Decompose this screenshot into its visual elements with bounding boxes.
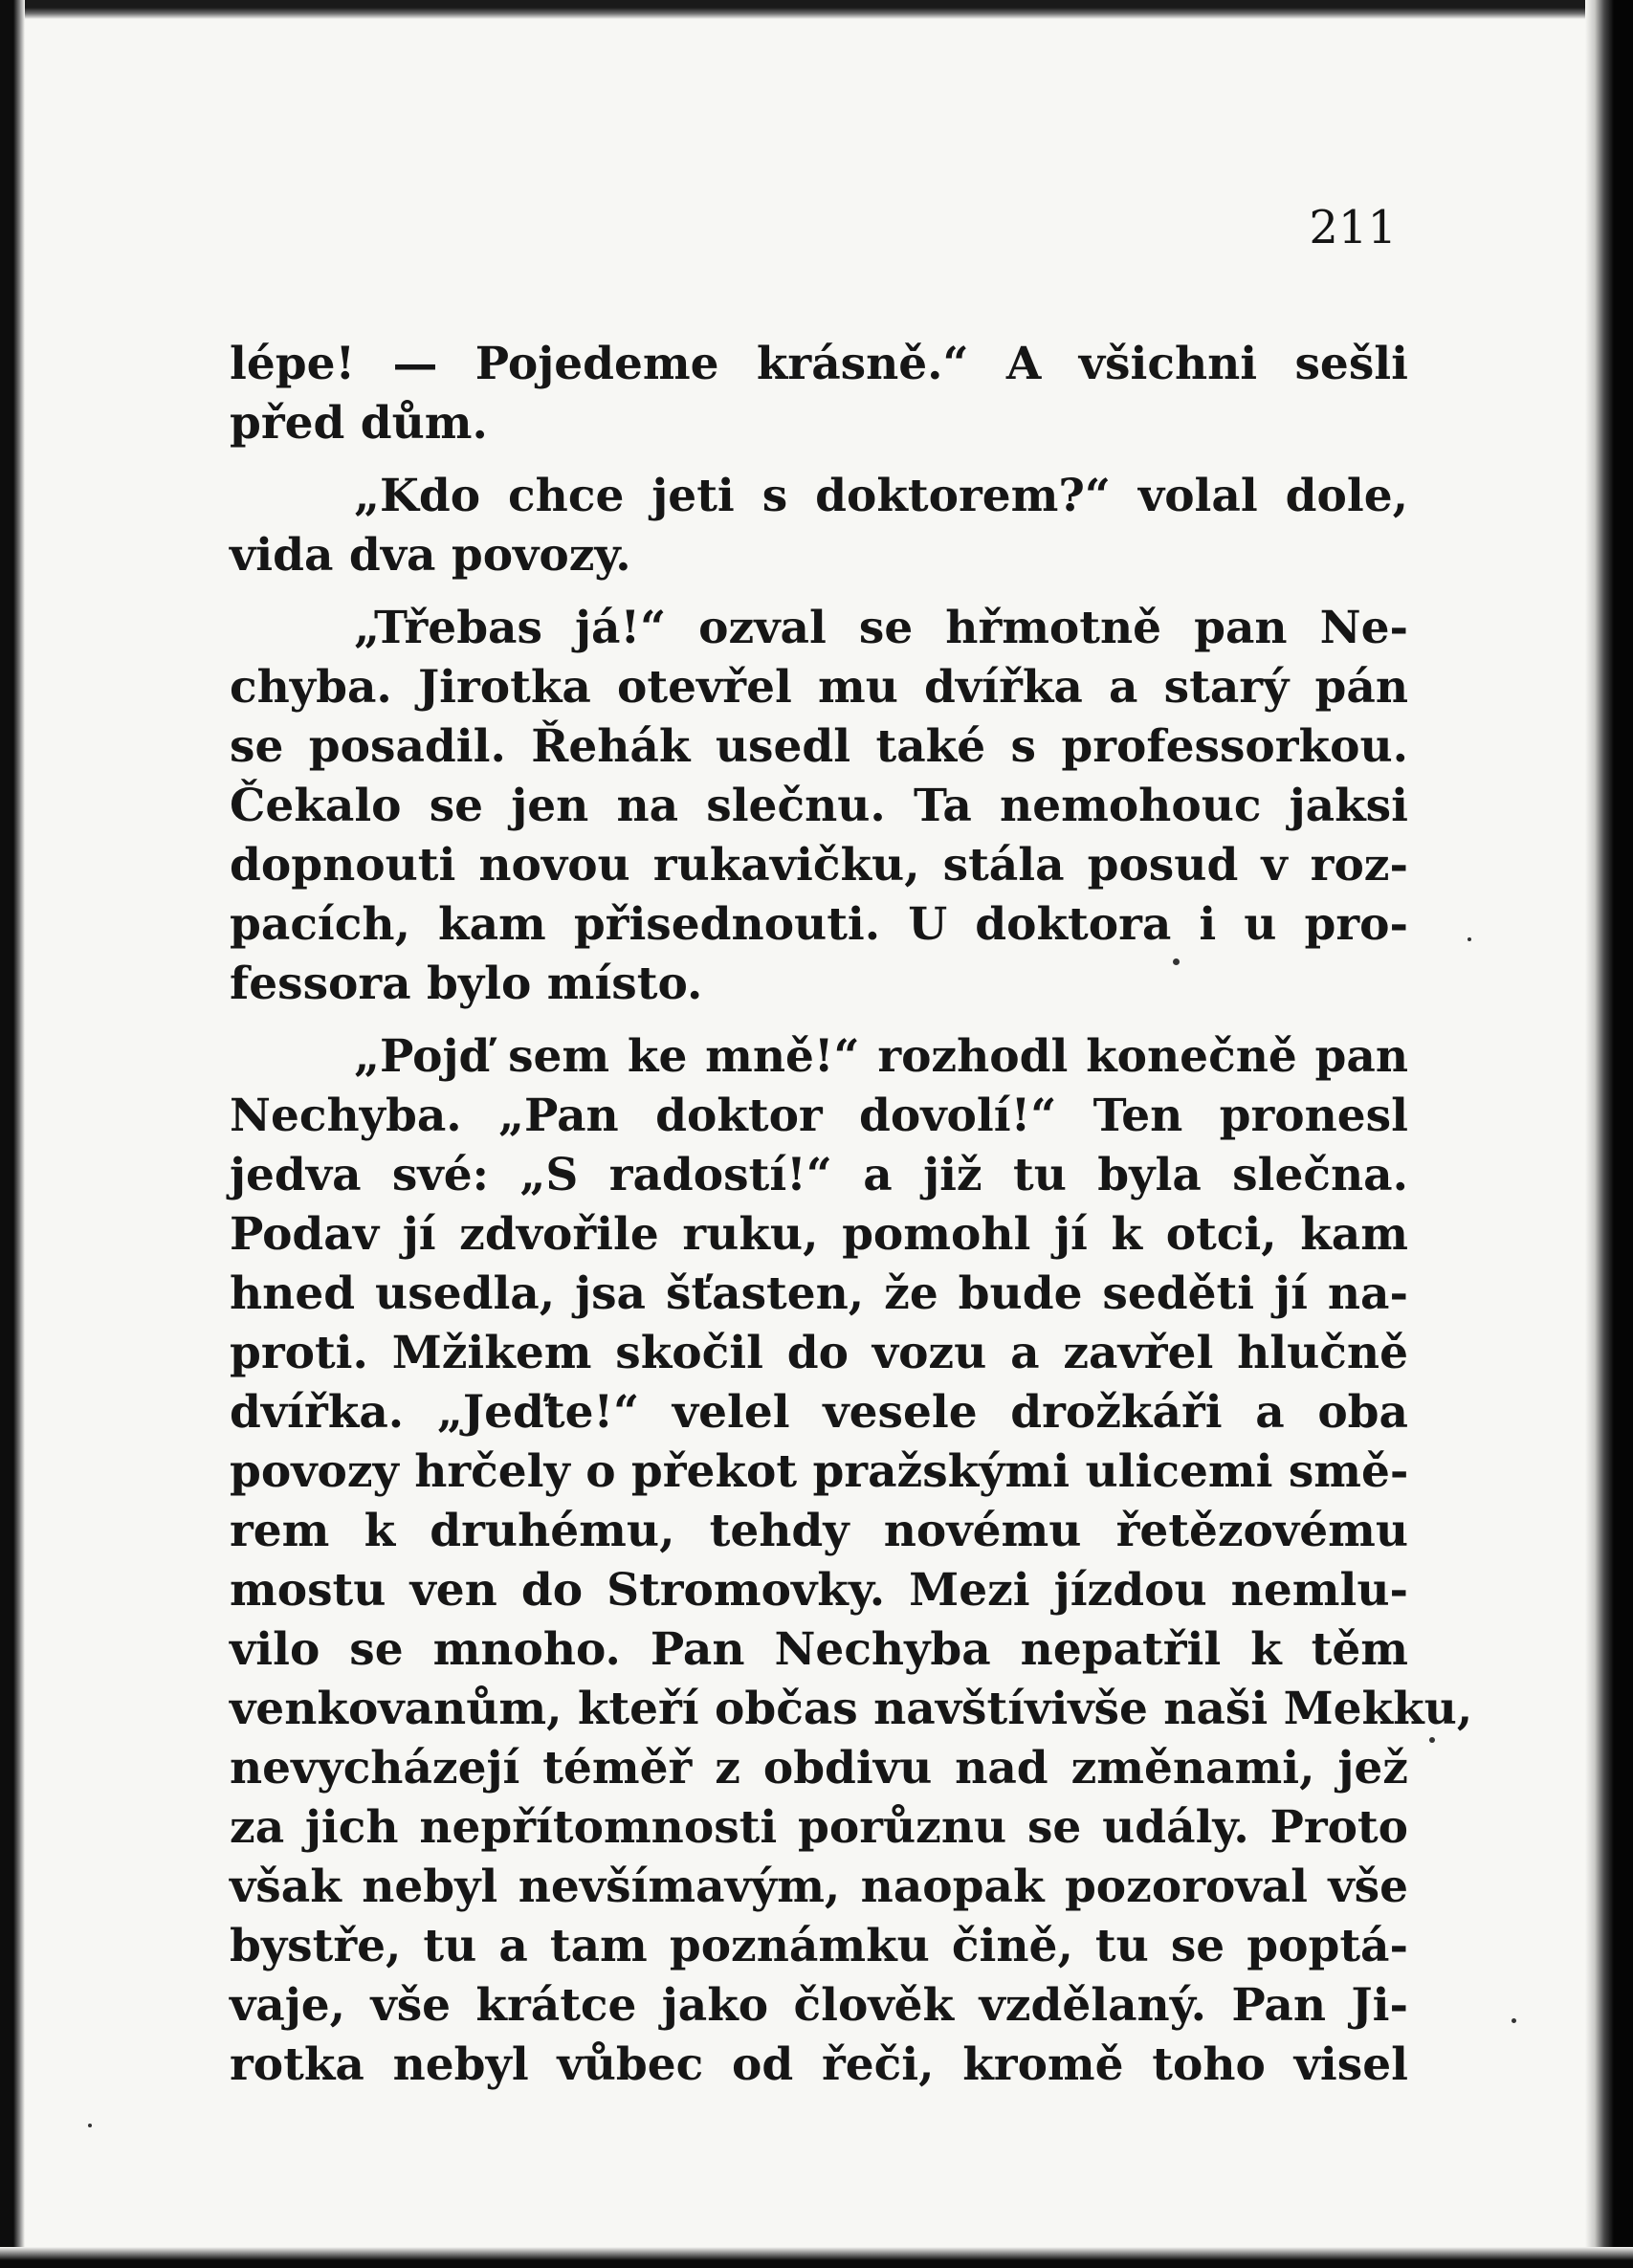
text-line: Podav jí zdvořile ruku, pomohl jí k otci, kam: [230, 1208, 1408, 1261]
text-line: vilo se mnoho. Pan Nechyba nepatřil k těm: [230, 1623, 1408, 1676]
text-line: fessora bylo místo.: [230, 958, 703, 1010]
text-line: „Pojď sem ke mně!“ rozhodl konečně pan: [354, 1030, 1408, 1083]
scan-speck: [88, 2124, 92, 2127]
text-line: venkovanům, kteří občas navštívivše naši Mekku,: [230, 1683, 1473, 1735]
paragraph: [230, 599, 1408, 1014]
paragraph: [230, 335, 1408, 453]
text-line: dopnouti novou rukavičku, stála posud v roz-: [230, 839, 1408, 892]
text-line: vaje, vše krátce jako člověk vzdělaný. Pan Ji-: [230, 1979, 1408, 2032]
text-line: rotka nebyl vůbec od řeči, kromě toho visel: [230, 2038, 1408, 2091]
text-line: jedva své: „S radostí!“ a již tu byla slečna.: [230, 1149, 1408, 1201]
scan-edge-left: [0, 0, 25, 2268]
paragraph: [230, 1027, 1473, 2095]
paragraph: [230, 467, 1408, 585]
scan-speck: [1512, 2018, 1516, 2023]
scan-speck: [1467, 937, 1471, 941]
text-line: vida dva povozy.: [230, 529, 631, 582]
text-line: nevycházejí téměř z obdivu nad změnami, jež: [230, 1742, 1408, 1795]
text-line: pacích, kam přisednouti. U doktora i u pro-: [230, 898, 1408, 951]
text-line: před dům.: [230, 397, 488, 450]
text-line: Nechyba. „Pan doktor dovolí!“ Ten pronesl: [230, 1090, 1408, 1142]
body-text: [230, 335, 1473, 2108]
text-line: proti. Mžikem skočil do vozu a zavřel hlučně: [230, 1327, 1408, 1379]
text-line: hned usedla, jsa šťasten, že bude seděti jí na-: [230, 1267, 1408, 1320]
scan-edge-right: [1585, 0, 1633, 2268]
text-line: Čekalo se jen na slečnu. Ta nemohouc jaksi: [230, 780, 1408, 832]
text-line: za jich nepřítomnosti porůznu se udály. Proto: [230, 1801, 1408, 1854]
text-line: chyba. Jirotka otevřel mu dvířka a starý pán: [230, 661, 1408, 714]
text-line: mostu ven do Stromovky. Mezi jízdou nemlu-: [230, 1564, 1408, 1617]
text-line: rem k druhému, tehdy novému řetězovému: [230, 1505, 1408, 1557]
text-line: však nebyl nevšímavým, naopak pozoroval vše: [230, 1861, 1408, 1913]
scan-edge-bottom: [0, 2247, 1633, 2268]
text-line: se posadil. Řehák usedl také s professorkou.: [230, 720, 1408, 773]
text-line: bystře, tu a tam poznámku čině, tu se poptá-: [230, 1920, 1408, 1972]
scan-speck: [1429, 1737, 1435, 1743]
text-line: lépe! — Pojedeme krásně.“ A všichni sešli: [230, 338, 1408, 390]
text-line: „Kdo chce jeti s doktorem?“ volal dole,: [354, 470, 1408, 522]
text-line: povozy hrčely o překot pražskými ulicemi smě-: [230, 1445, 1409, 1498]
text-line: dvířka. „Jeďte!“ velel vesele drožkáři a oba: [230, 1386, 1408, 1439]
scan-edge-top: [0, 0, 1633, 19]
page-number: 211: [1309, 201, 1397, 254]
text-line: „Třebas já!“ ozval se hřmotně pan Ne-: [354, 602, 1408, 654]
